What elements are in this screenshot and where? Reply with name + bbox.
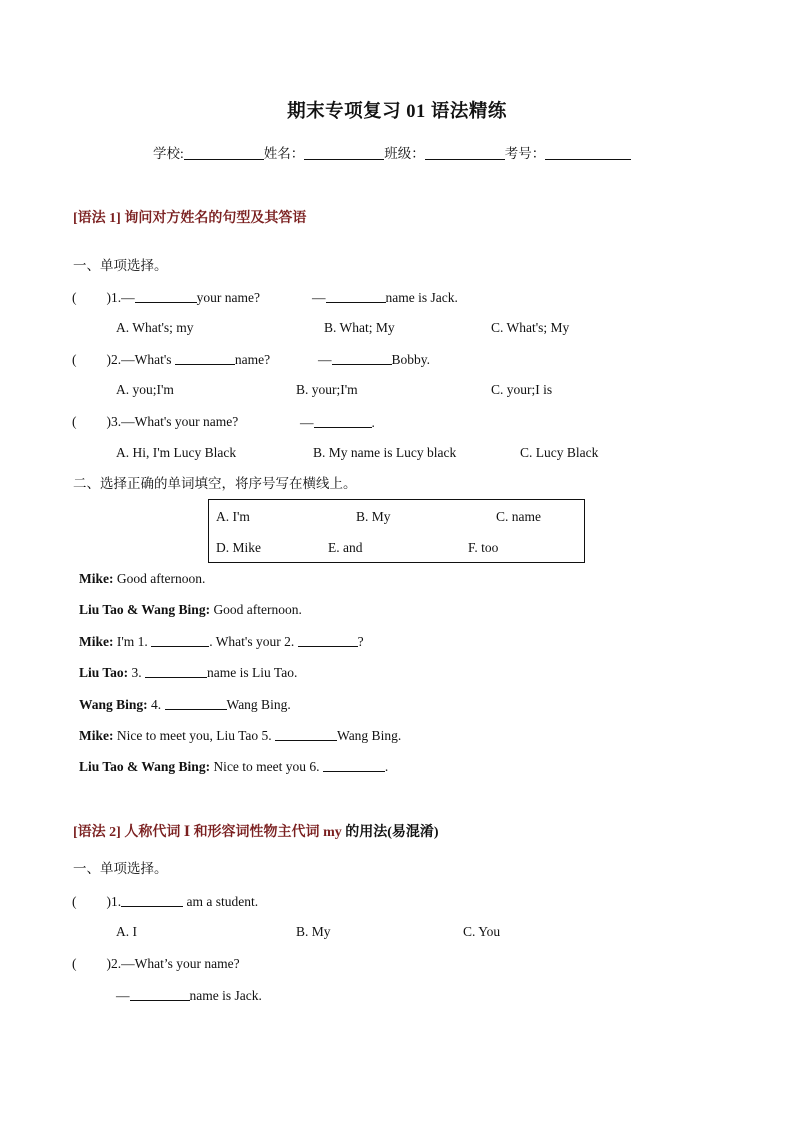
grammar-1-part-1-heading: 一、单项选择。 [73,258,168,273]
g2-q1-question: ( )1. am a student. [72,894,259,909]
grammar-2-heading: [语法 2] 人称代词 I 和形容词性物主代词 my 的用法(易混淆) [73,823,439,840]
word-bank-a: A. I'm [216,509,250,524]
school-blank[interactable] [184,146,264,160]
g2-q1-blank[interactable] [121,894,183,907]
q2-blank-1[interactable] [175,352,235,365]
class-label: 班级： [384,146,425,161]
g2-q1-option-c[interactable]: C. You [463,924,501,939]
g1-q2-option-c[interactable]: C. your;I is [491,382,553,397]
dialog-line-4: Liu Tao: 3. name is Liu Tao. [79,665,298,680]
g1-q2-option-b[interactable]: B. your;I'm [296,382,358,397]
answer-paren-open: ( [72,290,77,305]
dialog-blank-1[interactable] [151,634,209,647]
g1-q2-option-a[interactable]: A. you;I'm [116,382,174,397]
g2-q2-blank[interactable] [130,988,190,1001]
grammar-1-part-2-heading: 二、选择正确的单词填空，将序号写在横线上。 [73,476,357,491]
g1-q2-answer: — Bobby. [318,352,431,367]
exam-number-blank[interactable] [545,146,631,160]
grammar-2-part-1-heading: 一、单项选择。 [73,861,168,876]
g1-q1-option-a[interactable]: A. What's; my [116,320,194,335]
dialog-blank-2[interactable] [298,634,358,647]
g1-q1-answer: — name is Jack. [312,290,458,305]
g2-q2-answer: — name is Jack. [116,988,262,1003]
student-info-line [153,146,631,161]
word-bank-b: B. My [356,509,391,524]
dialog-blank-4[interactable] [165,697,227,710]
speaker: Liu Tao & Wang Bing: [79,602,211,617]
q3-blank[interactable] [314,415,372,428]
g1-q3-question: ( )3.—What's your name? [72,414,239,429]
g1-q3-answer: — . [300,415,375,430]
dialog-line-6: Mike: Nice to meet you, Liu Tao 5. Wang Bing. [79,728,402,743]
word-bank-c: C. name [496,509,541,524]
q2-blank-2[interactable] [332,352,392,365]
name-label: 姓名： [263,146,305,161]
page-title: 期末专项复习 01 语法精练 [287,102,507,122]
g2-q2-question: ( )2.—What’s your name? [72,956,240,971]
g1-q3-option-a[interactable]: A. Hi, I'm Lucy Black [116,445,237,460]
dialog-line-7: Liu Tao & Wang Bing: Nice to meet you 6. . [79,759,389,774]
dialog-blank-5[interactable] [275,728,337,741]
dialog-blank-6[interactable] [323,759,385,772]
dialog-line-1: Mike: Good afternoon. [79,571,206,586]
grammar-1-heading: [语法 1] 询问对方姓名的句型及其答语 [73,211,307,226]
dialog-line-2: Liu Tao & Wang Bing: Good afternoon. [79,602,302,617]
school-label: 学校: [153,146,184,161]
g1-q3-option-b[interactable]: B. My name is Lucy black [313,445,457,460]
word-bank-d: D. Mike [216,540,261,555]
g1-q1-option-c[interactable]: C. What's; My [491,320,570,335]
q1-mid: your name? [196,290,260,305]
g2-q1-option-a[interactable]: A. I [116,924,137,939]
g2-q1-option-b[interactable]: B. My [296,924,331,939]
q1-blank-2[interactable] [326,290,386,303]
dialog-blank-3[interactable] [145,665,207,678]
class-blank[interactable] [425,146,505,160]
word-bank-f: F. too [468,540,499,555]
speaker: Mike: [79,571,114,586]
q1-prefix: )1.— [106,290,135,305]
name-blank[interactable] [304,146,384,160]
speaker: Liu Tao & Wang Bing: [79,759,211,774]
q1-blank-1[interactable] [135,290,197,303]
exam-number-label: 考号： [504,146,546,161]
word-bank-e: E. and [328,540,363,555]
g1-q2-question: ( )2.—What's name? [72,352,271,367]
speaker: Mike: [79,634,114,649]
g1-q3-option-c[interactable]: C. Lucy Black [520,445,599,460]
speaker: Mike: [79,728,114,743]
dialog-line-3: Mike: I'm 1. . What's your 2. ? [79,634,364,649]
speaker: Wang Bing: [79,697,148,712]
dialog-line-5: Wang Bing: 4. Wang Bing. [79,697,291,712]
g1-q1-question [72,290,260,305]
speaker: Liu Tao: [79,665,129,680]
g1-q1-option-b[interactable]: B. What; My [324,320,395,335]
